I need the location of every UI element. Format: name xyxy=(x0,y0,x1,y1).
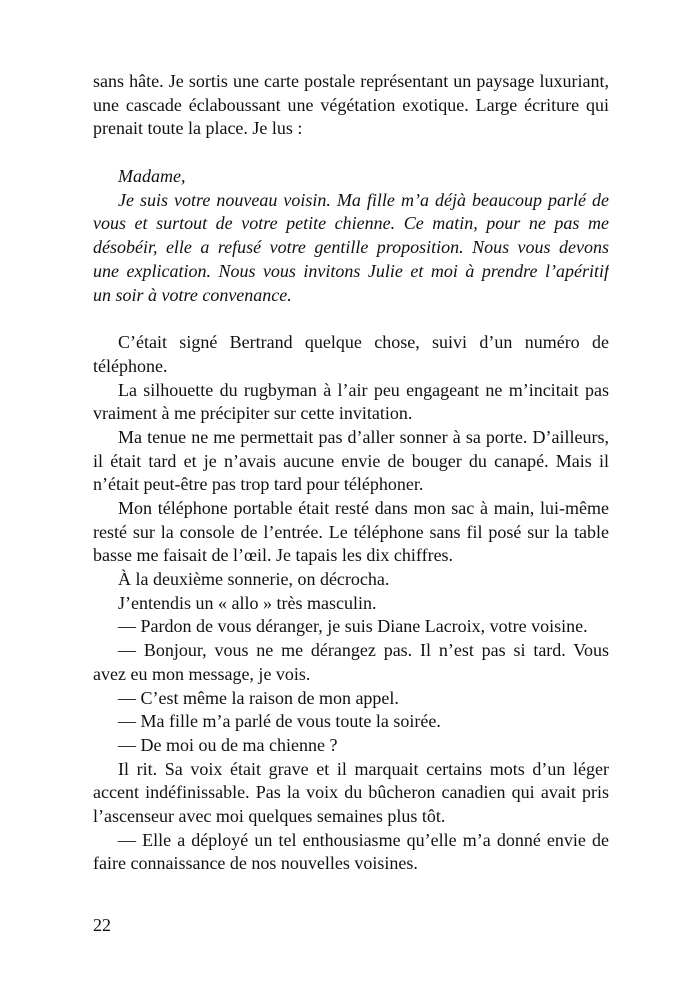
dialogue-line: avez eu mon message, je vois. xyxy=(93,663,311,684)
letter-line: une explication. Nous vous invitons Julie et moi à prendre l’apéritif xyxy=(93,260,609,281)
dialogue-line: — C’est même la raison de mon appel. xyxy=(118,687,399,708)
text-line: n’était peut-être pas trop tard pour téléphoner. xyxy=(93,474,424,495)
letter-salutation: Madame, xyxy=(118,166,186,187)
letter-line: Je suis votre nouveau voisin. Ma fille m’a déjà beaucoup parlé de xyxy=(118,189,609,210)
text-line: À la deuxième sonnerie, on décrocha. xyxy=(118,569,390,590)
letter-line: un soir à votre convenance. xyxy=(93,284,292,305)
text-line: Il rit. Sa voix était grave et il marquait certains mots d’un léger xyxy=(118,758,609,779)
text-line: l’ascenseur avec moi quelques semaines plus tôt. xyxy=(93,805,446,826)
text-line: C’était signé Bertrand quelque chose, suivi d’un numéro de xyxy=(118,332,609,353)
dialogue-line: — Bonjour, vous ne me dérangez pas. Il n’est pas si tard. Vous xyxy=(118,640,609,661)
book-page-text xyxy=(93,70,609,876)
text-line: J’entendis un « allo » très masculin. xyxy=(118,592,377,613)
dialogue-line: — Elle a déployé un tel enthousiasme qu’elle m’a donné envie de xyxy=(118,829,609,850)
text-line: La silhouette du rugbyman à l’air peu engageant ne m’incitait pas xyxy=(118,379,609,400)
dialogue-line: faire connaissance de nos nouvelles voisines. xyxy=(93,853,418,874)
text-line: basse me faisait de l’œil. Je tapais les dix chiffres. xyxy=(93,545,454,566)
letter-line: vous et surtout de votre petite chienne. Ce matin, pour ne pas me xyxy=(93,213,609,234)
page-number: 22 xyxy=(93,915,111,935)
text-line: resté sur la console de l’entrée. Le téléphone sans fil posé sur la table xyxy=(93,521,609,542)
text-line: il était tard et je n’avais aucune envie de bouger du canapé. Mais il xyxy=(93,450,609,471)
text-line: une cascade éclaboussant une végétation exotique. Large écriture qui xyxy=(93,94,609,115)
text-line: accent indéfinissable. Pas la voix du bûcheron canadien qui avait pris xyxy=(93,782,609,803)
text-line: Ma tenue ne me permettait pas d’aller sonner à sa porte. D’ailleurs, xyxy=(118,426,609,447)
dialogue-line: — Ma fille m’a parlé de vous toute la soirée. xyxy=(118,711,441,732)
dialogue-line: — De moi ou de ma chienne ? xyxy=(118,734,338,755)
text-line: téléphone. xyxy=(93,355,168,376)
text-line: Mon téléphone portable était resté dans mon sac à main, lui-même xyxy=(118,498,609,518)
letter-line: désobéir, elle a refusé votre gentille proposition. Nous vous devons xyxy=(93,237,609,258)
dialogue-line: — Pardon de vous déranger, je suis Diane Lacroix, votre voisine. xyxy=(118,616,588,637)
text-line: sans hâte. Je sortis une carte postale représentant un paysage luxuriant, xyxy=(93,71,609,91)
text-line: vraiment à me précipiter sur cette invitation. xyxy=(93,403,413,424)
text-line: prenait toute la place. Je lus : xyxy=(93,118,303,139)
